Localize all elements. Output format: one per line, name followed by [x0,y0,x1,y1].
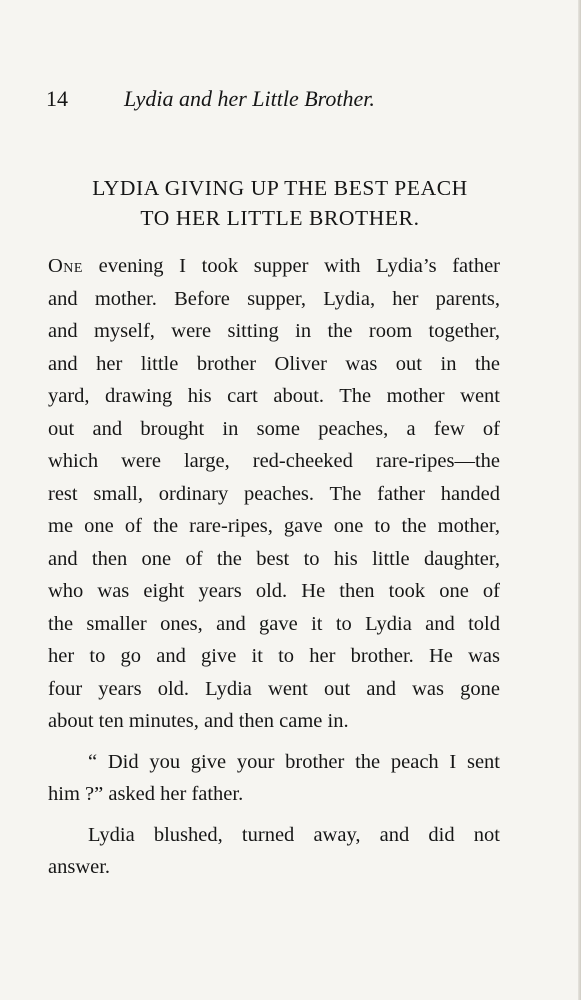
running-head [46,86,406,116]
text-line: and her little brother Oliver was out in the [48,352,500,375]
text-line: and mother. Before supper, Lydia, her parents, [48,287,500,310]
paragraph-3 [48,819,500,884]
text-line: which were large, red-cheeked rare-ripes—the [48,450,500,472]
text-line [48,250,500,283]
text-line: answer. [48,856,111,878]
text-line: four years old. Lydia went out and was gone [48,677,500,700]
text-line-rest: evening I took supper with Lydia’s father [82,255,500,277]
text-line: yard, drawing his cart about. The mother went [48,385,500,407]
text-line: out and brought in some peaches, a few of [48,417,500,440]
text-line: Lydia blushed, turned away, and did not [88,823,500,846]
chapter-heading-line-1: LYDIA GIVING UP THE BEST PEACH [92,176,468,200]
text-line: and myself, were sitting in the room together, [48,320,500,342]
body-text [48,250,500,884]
text-line: me one of the rare-ripes, gave one to the mother, [48,515,500,537]
text-line: him ?” asked her father. [48,783,244,805]
text-line: about ten minutes, and then came in. [48,710,349,732]
paragraph-1 [48,250,500,738]
running-title: Lydia and her Little Brother. [124,86,375,111]
drop-word: One [48,255,83,277]
text-line: her to go and give it to her brother. He was [48,645,500,667]
chapter-heading [40,173,520,233]
chapter-heading-line-2: TO HER LITTLE BROTHER. [140,206,420,230]
text-line: the smaller ones, and gave it to Lydia and told [48,612,500,635]
text-line: and then one of the best to his little daughter, [48,547,500,570]
text-line: “ Did you give your brother the peach I sent [88,750,500,773]
paragraph-2 [48,746,500,811]
page-number: 14 [46,86,68,111]
text-line: who was eight years old. He then took one of [48,580,500,602]
text-line: rest small, ordinary peaches. The father handed [48,482,500,505]
